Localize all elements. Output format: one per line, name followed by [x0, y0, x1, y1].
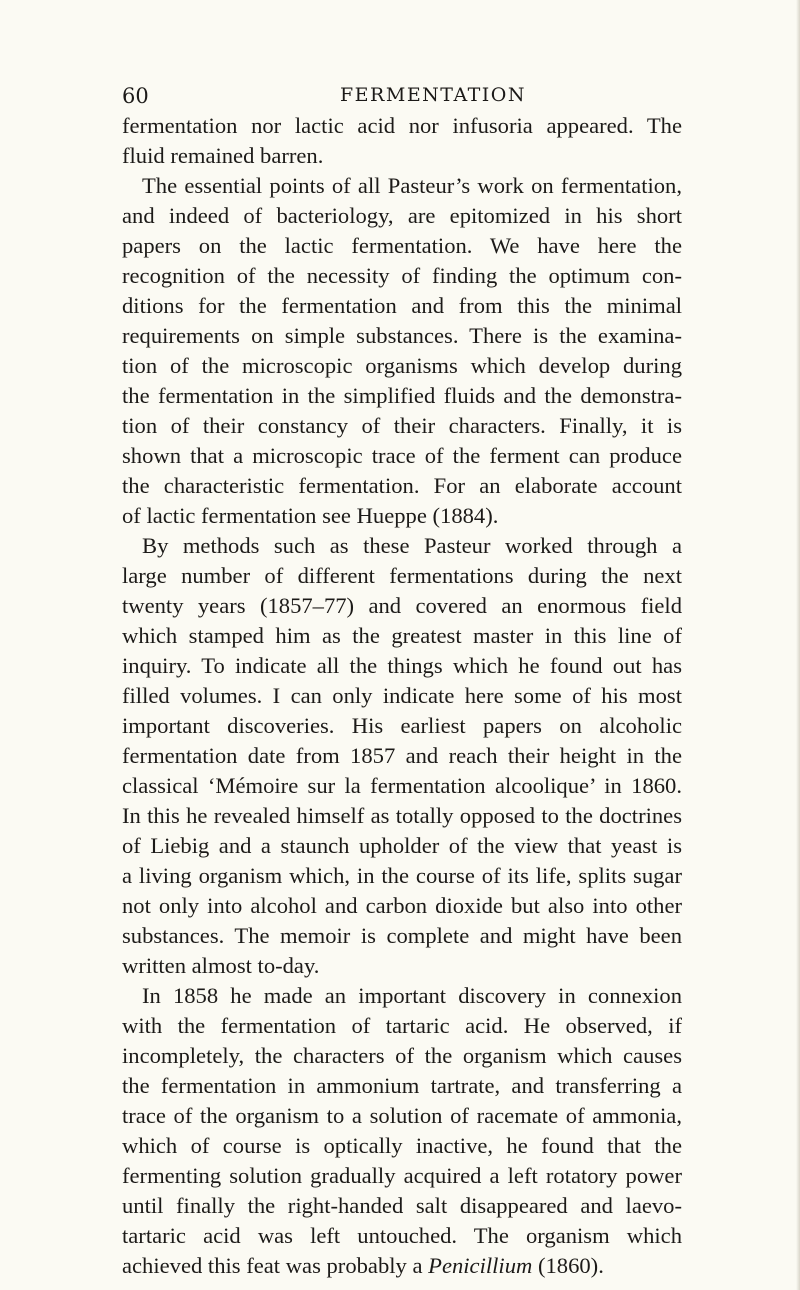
text-line: the fermentation in the simplified fluids and the demonstra-	[122, 383, 682, 408]
text-line: of Liebig and a staunch upholder of the view that yeast is	[122, 833, 682, 858]
text-line: classical ‘Mémoire sur la fermentation alcoolique’ in 1860.	[122, 773, 682, 798]
text-line: By methods such as these Pasteur worked through a	[142, 533, 682, 558]
running-head	[122, 84, 682, 114]
text-line: fermentation nor lactic acid nor infusoria appeared. The	[122, 113, 682, 138]
text-line: In 1858 he made an important discovery in connexion	[142, 983, 682, 1008]
text-line: a living organism which, in the course of its life, splits sugar	[122, 863, 682, 888]
page-edge	[796, 0, 800, 1290]
text-line: incompletely, the characters of the organism which causes	[122, 1043, 682, 1068]
text-line: fermenting solution gradually acquired a left rotatory power	[122, 1163, 682, 1188]
text-line: and indeed of bacteriology, are epitomized in his short	[122, 203, 682, 228]
text-line: written almost to-day.	[122, 953, 320, 978]
text-line: not only into alcohol and carbon dioxide but also into other	[122, 893, 682, 918]
genus-name: Penicillium	[428, 1253, 533, 1278]
text-line-final	[122, 1251, 682, 1281]
text-line: fluid remained barren.	[122, 143, 324, 168]
text-line: tion of their constancy of their characters. Finally, it is	[122, 413, 682, 438]
text-line: requirements on simple substances. There is the examina-	[122, 323, 682, 348]
text-line: which of course is optically inactive, he found that the	[122, 1133, 682, 1158]
text-line: papers on the lactic fermentation. We have here the	[122, 233, 682, 258]
text-line: until finally the right-handed salt disappeared and laevo-	[122, 1193, 682, 1218]
text-line: filled volumes. I can only indicate here some of his most	[122, 683, 682, 708]
text-line: large number of different fermentations during the next	[122, 563, 682, 588]
body-text	[122, 111, 682, 1281]
text-line: with the fermentation of tartaric acid. He observed, if	[122, 1013, 682, 1038]
text-line: fermentation date from 1857 and reach their height in the	[122, 743, 682, 768]
text-line: recognition of the necessity of finding the optimum con-	[122, 263, 682, 288]
text-line: the characteristic fermentation. For an elaborate account	[122, 473, 682, 498]
text-line: tion of the microscopic organisms which develop during	[122, 353, 682, 378]
text-line: In this he revealed himself as totally opposed to the doctrines	[122, 803, 682, 828]
text-line: inquiry. To indicate all the things which he found out has	[122, 653, 682, 678]
text-line: trace of the organism to a solution of racemate of ammonia,	[122, 1103, 682, 1128]
final-line-text: achieved this feat was probably a	[122, 1253, 429, 1278]
text-line: tartaric acid was left untouched. The organism which	[122, 1223, 682, 1248]
text-line: ditions for the fermentation and from this the minimal	[122, 293, 682, 318]
final-line-date: (1860).	[532, 1253, 604, 1278]
text-line: of lactic fermentation see Hueppe (1884).	[122, 503, 499, 528]
page-number: 60	[122, 84, 149, 108]
text-line: substances. The memoir is complete and might have been	[122, 923, 682, 948]
text-line: shown that a microscopic trace of the ferment can produce	[122, 443, 682, 468]
text-line: important discoveries. His earliest papers on alcoholic	[122, 713, 682, 738]
running-title: FERMENTATION	[340, 84, 527, 106]
text-line: twenty years (1857–77) and covered an enormous field	[122, 593, 682, 618]
text-line: which stamped him as the greatest master in this line of	[122, 623, 682, 648]
text-line: The essential points of all Pasteur’s work on fermentation,	[142, 173, 682, 198]
text-line: the fermentation in ammonium tartrate, and transferring a	[122, 1073, 682, 1098]
